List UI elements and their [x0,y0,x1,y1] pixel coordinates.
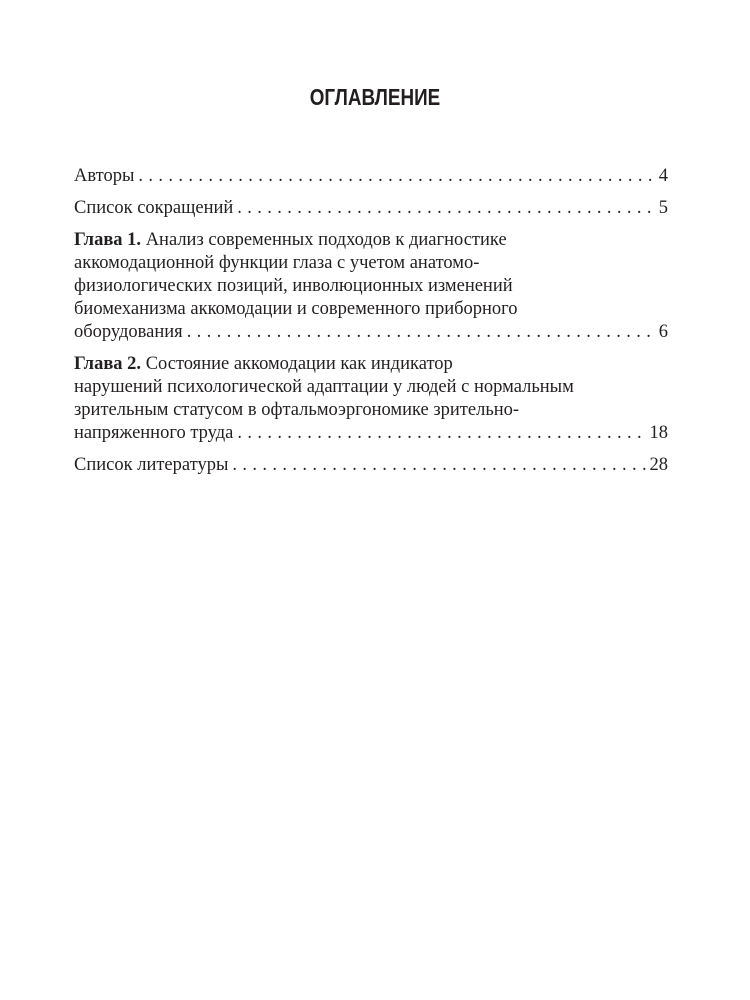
toc-entry-line [74,165,668,188]
toc-entry-line: аккомодационной функции глаза с учетом анатомо- [74,253,480,273]
toc-page-number: 28 [649,455,668,475]
toc-entry-line [74,353,668,376]
chapter-label: Глава 2. [74,354,142,374]
table-of-contents [74,165,668,486]
toc-entry-title: Состояние аккомодации как индикатор [141,354,453,374]
toc-entry-line [74,229,668,252]
toc-entry-chapter-1[interactable] [74,229,668,344]
dot-leader [237,422,647,445]
toc-entry-line [74,422,668,445]
toc-page-number: 18 [649,423,668,443]
dot-leader [237,197,656,220]
toc-page-number: 5 [658,198,668,218]
dot-leader [232,454,647,477]
toc-entry-line [74,321,668,344]
toc-entry-title: напряженного труда [74,423,234,443]
dot-leader [138,165,656,188]
dot-leader [187,321,657,344]
toc-entry-title: Список сокращений [74,198,234,218]
toc-page-number: 6 [658,322,668,342]
page-title: ОГЛАВЛЕНИЕ [309,84,441,110]
toc-entry-title: Список литературы [74,455,229,475]
toc-entry-references[interactable] [74,454,668,477]
toc-entry-title: оборудования [74,322,183,342]
toc-entry-line: нарушений психологической адаптации у людей с нормальным [74,377,574,397]
toc-entry-title: Авторы [74,166,135,186]
toc-page-number: 4 [658,166,668,186]
chapter-label: Глава 1. [74,230,142,250]
toc-entry-line [74,197,668,220]
toc-entry-line: зрительным статусом в офтальмоэргономике зрительно- [74,400,520,420]
toc-entry-line: физиологических позиций, инволюционных изменений [74,276,513,296]
toc-entry-authors[interactable] [74,165,668,188]
toc-entry-line: биомеханизма аккомодации и современного приборного [74,299,518,319]
toc-entry-abbreviations[interactable] [74,197,668,220]
toc-entry-chapter-2[interactable] [74,353,668,445]
toc-entry-title: Анализ современных подходов к диагностике [141,230,507,250]
toc-entry-line [74,454,668,477]
